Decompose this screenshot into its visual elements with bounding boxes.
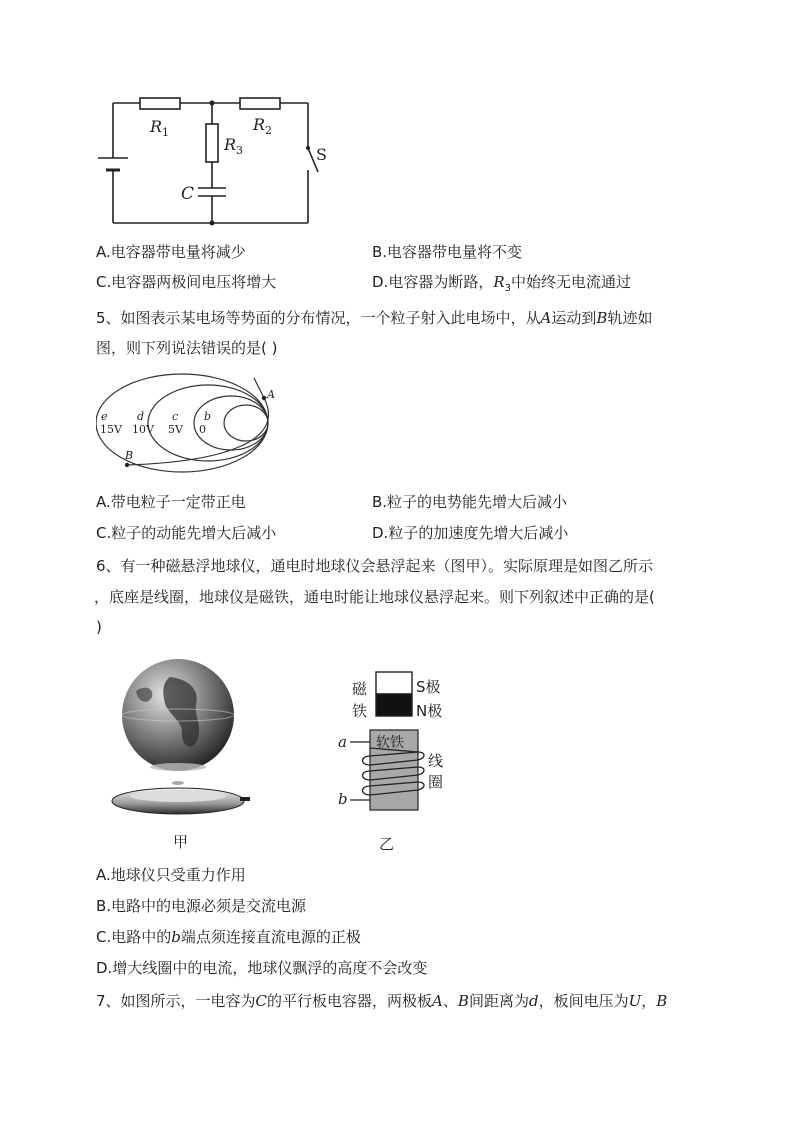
label-terminal-a: a: [338, 733, 347, 751]
resistor-r2: [240, 98, 280, 109]
q5-option-c: C.粒子的动能先增大后减小: [96, 524, 277, 542]
label-r3: $R_3$: [224, 135, 244, 157]
q4-option-c: C.电容器两极间电压将增大: [96, 273, 277, 291]
label-s-pole: S极: [416, 678, 441, 696]
point-a: [262, 396, 266, 400]
svg-text:B: B: [125, 449, 134, 462]
q5-option-d: D.粒子的加速度先增大后减小: [372, 524, 569, 542]
svg-text:0: 0: [199, 423, 206, 436]
q4-option-a: A.电容器带电量将减少: [96, 243, 246, 261]
q6-option-a: A.地球仪只受重力作用: [96, 866, 246, 884]
q5-stem-line1: 5、如图表示某电场等势面的分布情况，一个粒子射入此电场中，从A运动到B轨迹如: [96, 309, 653, 327]
label-soft-iron: 软铁: [376, 735, 404, 751]
label-c: C: [181, 184, 195, 204]
magnet-s-pole: [376, 672, 412, 694]
svg-text:A: A: [267, 388, 275, 401]
magnet-n-pole: [376, 694, 412, 716]
label-magnet-2: 铁: [352, 702, 368, 720]
svg-text:d: d: [137, 410, 145, 423]
globe-photo: [108, 655, 253, 820]
junction-bottom: [210, 221, 215, 226]
q6-stem-line1: 6、有一种磁悬浮地球仪，通电时地球仪会悬浮起来（图甲）。实际原理是如图乙所示: [96, 557, 654, 575]
resistor-r1: [140, 98, 180, 109]
equipotential-b: [224, 405, 268, 441]
resistor-r3: [206, 124, 218, 162]
q6-option-d: D.增大线圈中的电流，地球仪飘浮的高度不会改变: [96, 959, 428, 977]
svg-text:5V: 5V: [168, 423, 183, 436]
q5-option-b: B.粒子的电势能先增大后减小: [372, 493, 568, 511]
point-b: [125, 463, 129, 467]
label-terminal-b: b: [338, 790, 348, 808]
q6-option-b: B.电路中的电源必须是交流电源: [96, 897, 307, 915]
label-coil-1: 线: [428, 752, 444, 770]
equipotential-diagram: [96, 370, 286, 475]
label-coil-2: 圈: [428, 773, 444, 791]
label-s: S: [316, 145, 327, 164]
svg-text:15V: 15V: [100, 423, 122, 436]
q5-option-a: A.带电粒子一定带正电: [96, 493, 246, 511]
junction-top: [210, 101, 215, 106]
svg-text:b: b: [204, 410, 212, 423]
equipotential-d: [148, 385, 268, 461]
q4-option-b: B.电容器带电量将不变: [372, 243, 523, 261]
q6-stem-line3: ): [96, 618, 102, 636]
circuit-diagram: [90, 90, 330, 235]
label-n-pole: N极: [416, 702, 443, 720]
q6-option-c: C.电路中的b端点须连接直流电源的正极: [96, 928, 361, 946]
label-r2: $R_2$: [253, 115, 273, 137]
q5-stem-line2: 图，则下列说法错误的是( ): [96, 339, 278, 357]
q7-stem-line1: 7、如图所示，一电容为C的平行板电容器，两极板A、B间距离为d，板间电压为U，B: [96, 992, 668, 1010]
caption-jia: 甲: [173, 833, 189, 851]
q6-stem-line2: ，底座是线圈，地球仪是磁铁，通电时能让地球仪悬浮起来。则下列叙述中正确的是(: [94, 588, 655, 606]
q4-option-d: D.电容器为断路，$R_3$中始终无电流通过: [372, 273, 632, 294]
svg-text:c: c: [172, 410, 179, 423]
label-r1: $R_1$: [150, 117, 170, 139]
svg-text:10V: 10V: [132, 423, 154, 436]
caption-yi: 乙: [379, 835, 395, 853]
svg-text:e: e: [101, 410, 108, 423]
label-magnet-1: 磁: [352, 680, 368, 698]
